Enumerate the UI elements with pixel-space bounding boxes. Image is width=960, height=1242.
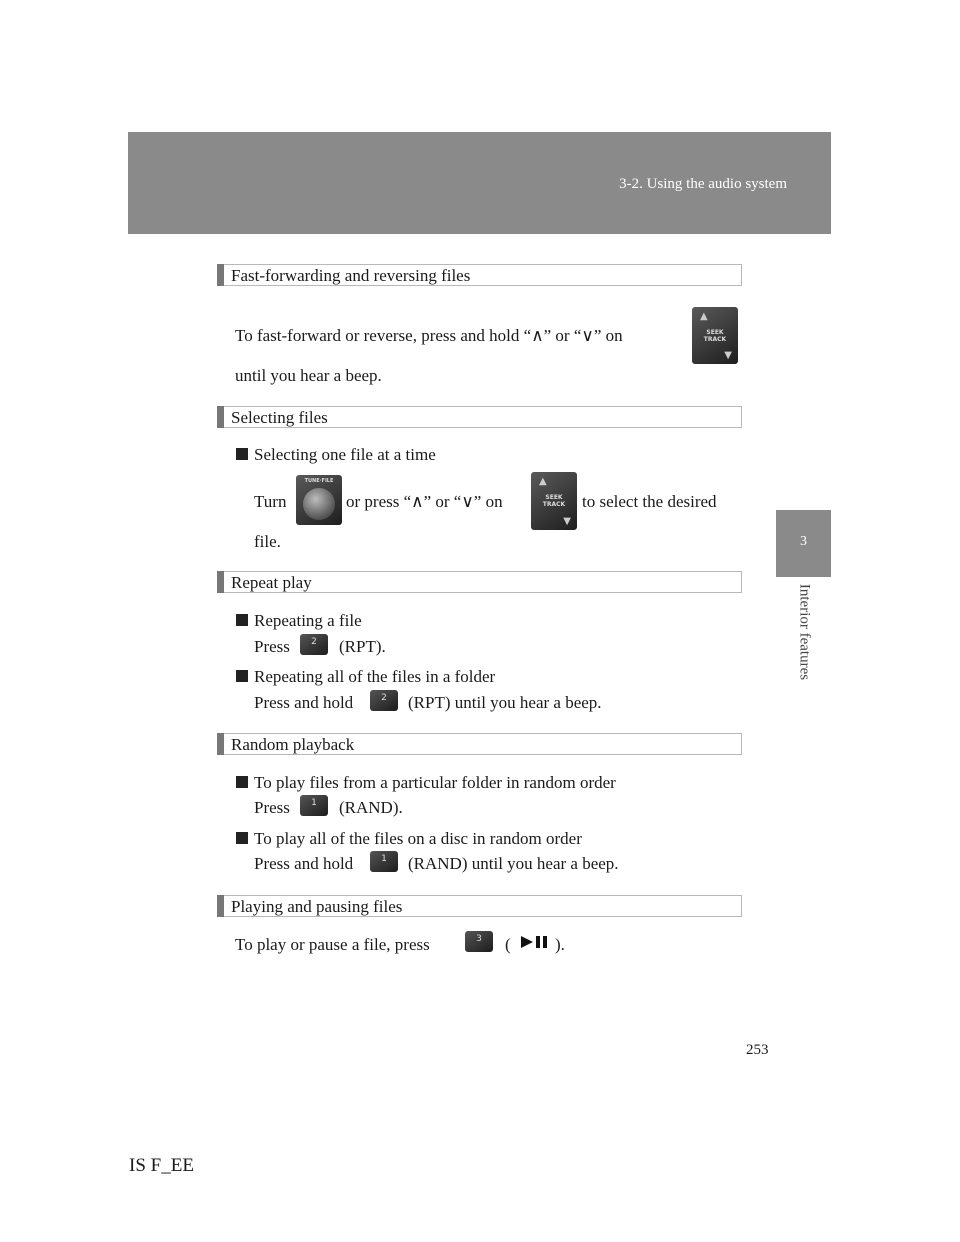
section-select-header xyxy=(217,406,742,428)
random-bullet-2: To play all of the files on a disc in random order xyxy=(236,829,582,849)
square-bullet-icon xyxy=(236,448,248,460)
random-press-2: Press and hold xyxy=(254,854,354,873)
repeat-after-2: (RPT) until you hear a beep. xyxy=(408,693,602,712)
header-bar xyxy=(128,132,831,234)
section-repeat-header xyxy=(217,571,742,593)
chapter-number: 3 xyxy=(800,534,807,549)
random-after-2: (RAND) until you hear a beep. xyxy=(408,854,619,873)
chapter-label: Interior features xyxy=(796,583,813,681)
section-select-title: Selecting files xyxy=(231,408,328,427)
seek-track-icon: ▲ SEEK TRACK ▼ xyxy=(531,472,577,530)
select-file: file. xyxy=(254,532,281,551)
rand-button-icon: 1 xyxy=(300,795,328,816)
select-press-mid: or press “∧” or “∨” on xyxy=(346,492,503,511)
play-open-paren: ( xyxy=(505,935,511,954)
rpt-button-icon: 2 xyxy=(300,634,328,655)
rand-button-icon: 1 xyxy=(370,851,398,872)
tune-file-knob-icon: TUNE·FILE xyxy=(296,475,342,525)
play-close-paren: ). xyxy=(555,935,565,954)
play-pause-icon xyxy=(519,934,549,950)
square-bullet-icon xyxy=(236,670,248,682)
page-number: 253 xyxy=(746,1042,769,1058)
repeat-bullet-2: Repeating all of the files in a folder xyxy=(236,667,495,687)
select-to-select: to select the desired xyxy=(582,492,717,511)
section-play-header xyxy=(217,895,742,917)
repeat-bullet-1: Repeating a file xyxy=(236,611,362,631)
section-random-title: Random playback xyxy=(231,735,355,754)
repeat-press-2: Press and hold xyxy=(254,693,354,712)
section-random-header xyxy=(217,733,742,755)
play-button-icon: 3 xyxy=(465,931,493,952)
ff-line1: To fast-forward or reverse, press and hold “∧” or “∨” on xyxy=(235,326,623,345)
select-bullet: Selecting one file at a time xyxy=(236,445,436,465)
section-repeat-title: Repeat play xyxy=(231,573,312,592)
repeat-press-1: Press xyxy=(254,637,290,656)
rpt-button-icon: 2 xyxy=(370,690,398,711)
square-bullet-icon xyxy=(236,614,248,626)
footer-code: IS F_EE xyxy=(129,1155,194,1176)
section-ff-title: Fast-forwarding and reversing files xyxy=(231,266,471,285)
seek-track-icon: ▲ SEEK TRACK ▼ xyxy=(692,307,738,364)
section-heading: 3-2. Using the audio system xyxy=(619,176,787,192)
random-bullet-1: To play files from a particular folder in random order xyxy=(236,773,616,793)
play-line: To play or pause a file, press xyxy=(235,935,430,954)
random-after-1: (RAND). xyxy=(339,798,403,817)
square-bullet-icon xyxy=(236,776,248,788)
square-bullet-icon xyxy=(236,832,248,844)
repeat-after-1: (RPT). xyxy=(339,637,386,656)
random-press-1: Press xyxy=(254,798,290,817)
section-ff-header xyxy=(217,264,742,286)
ff-line2: until you hear a beep. xyxy=(235,366,382,385)
section-play-title: Playing and pausing files xyxy=(231,897,403,916)
select-turn: Turn xyxy=(254,492,287,511)
chapter-tab xyxy=(776,510,831,577)
